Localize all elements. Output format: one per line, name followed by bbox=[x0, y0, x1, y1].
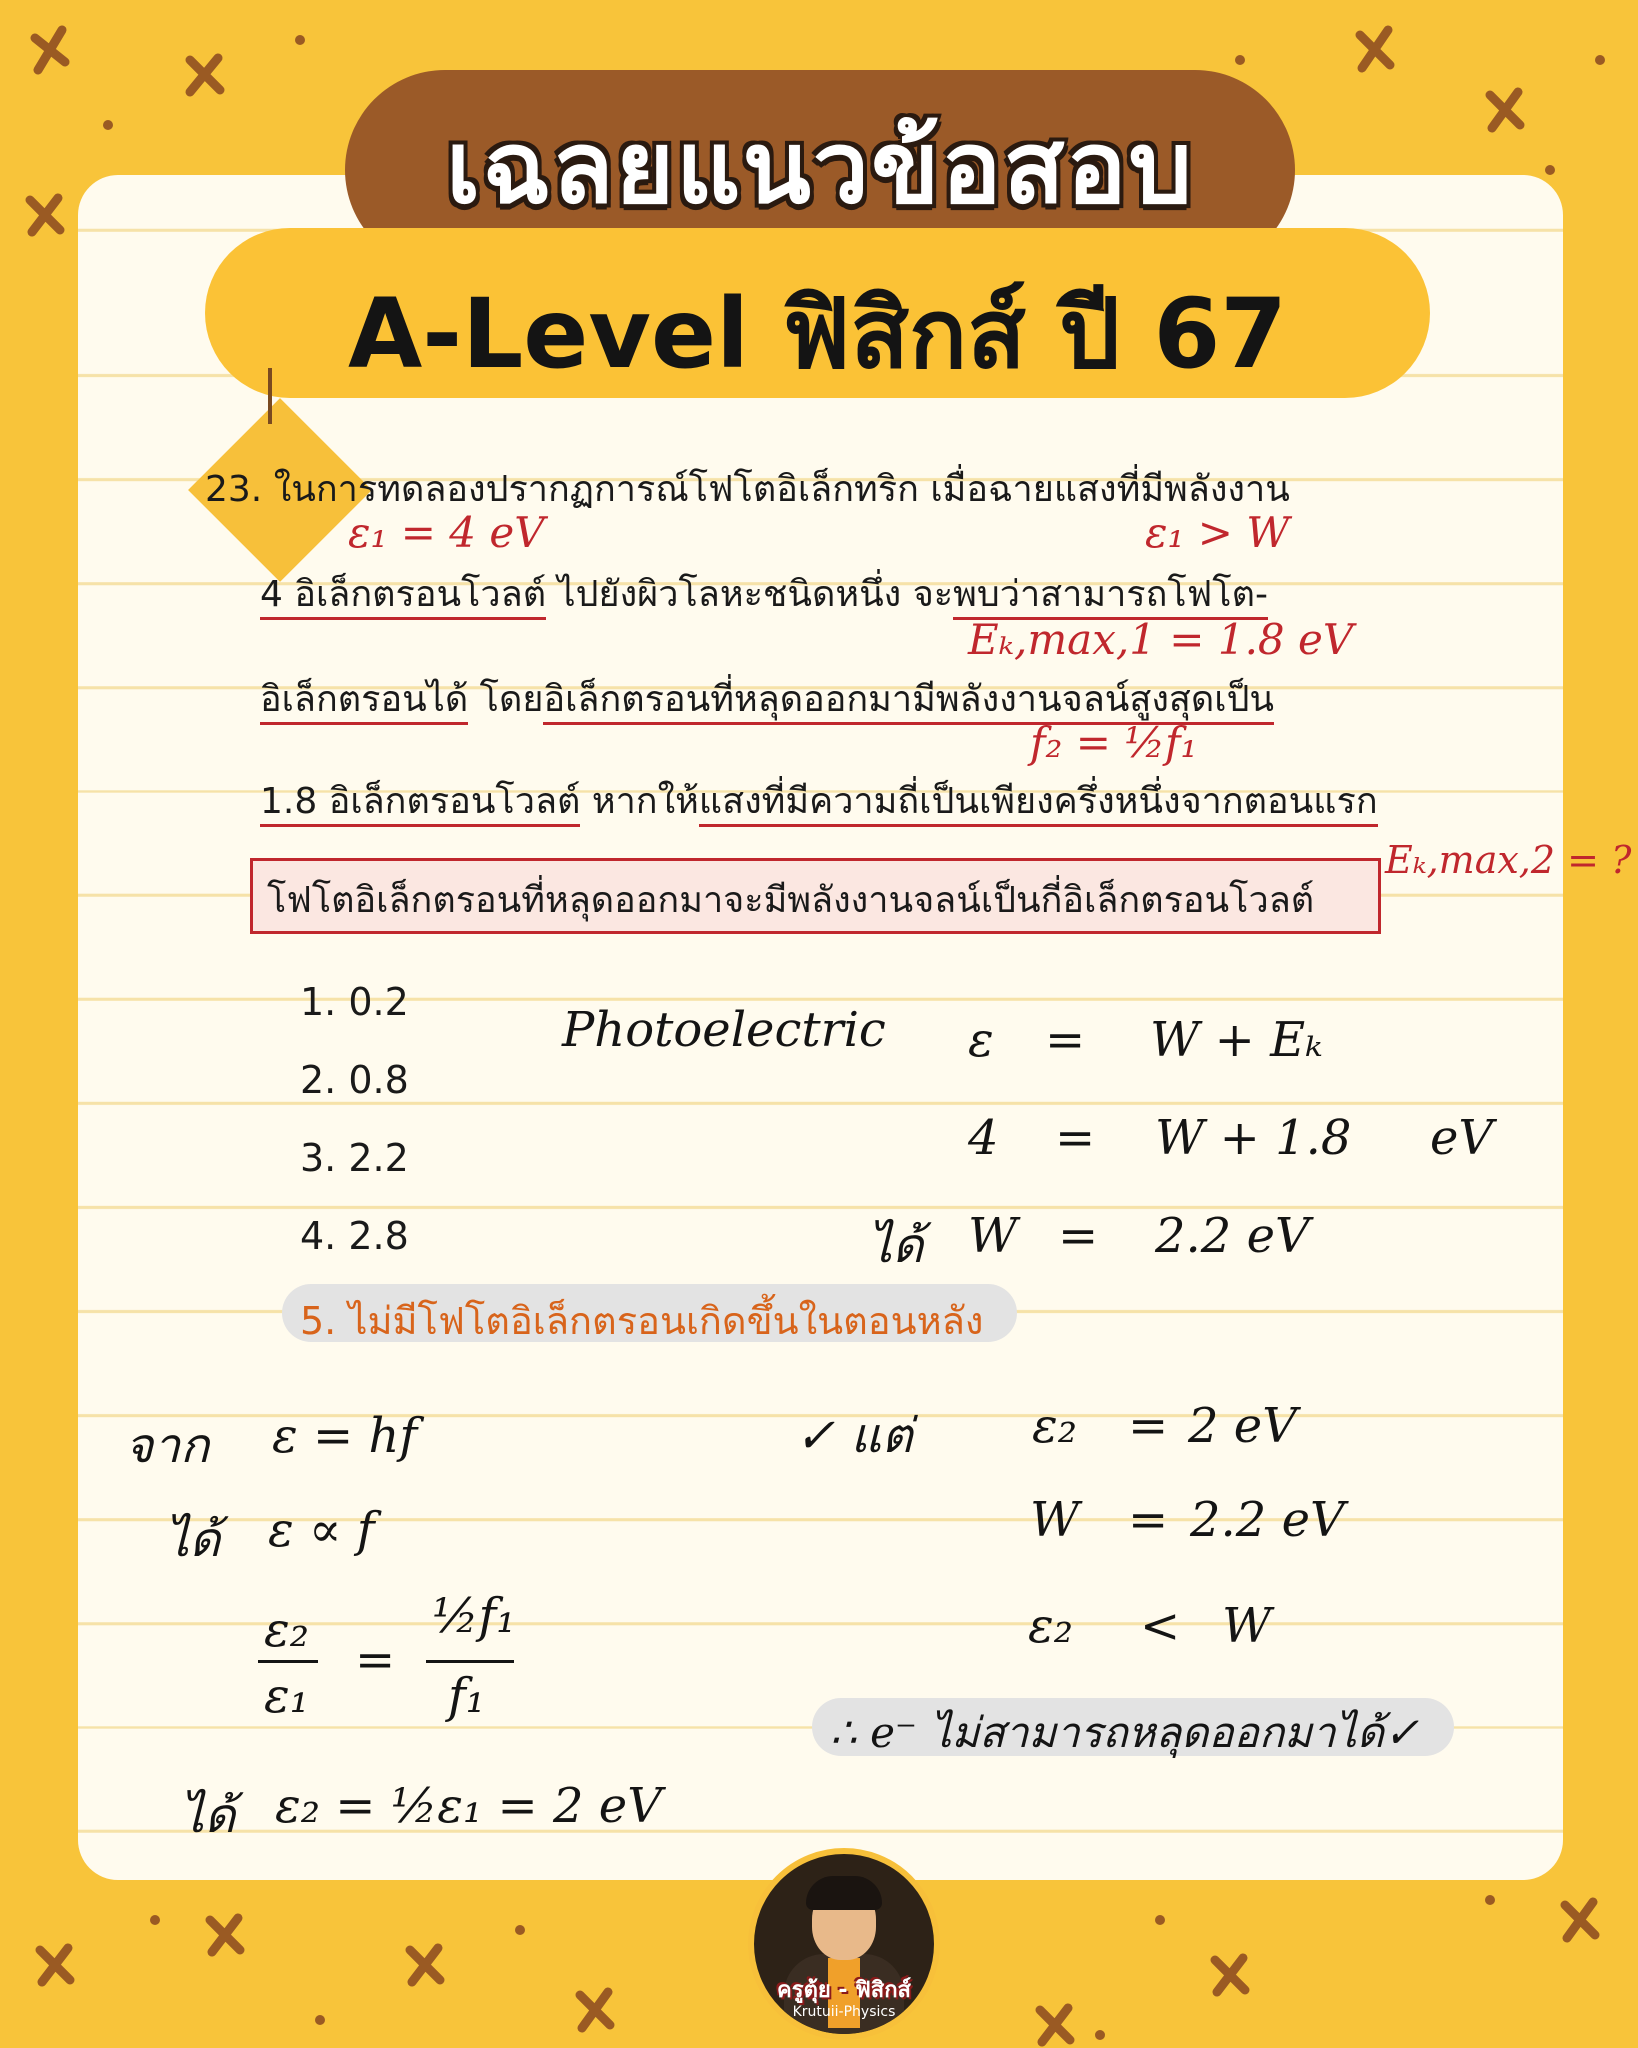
got2-label: ได้ bbox=[180, 1788, 236, 1844]
question-line-2 bbox=[260, 565, 1268, 622]
choice-1[interactable]: 1. 0.2 bbox=[300, 980, 409, 1024]
ratio-op: = bbox=[355, 1632, 396, 1688]
question-line-3-c: อิเล็กตรอนที่หลุดออกมามีพลังงานจลน์สูงสุดเป็น bbox=[543, 679, 1274, 725]
title-top: เฉลยแนวข้อสอบ bbox=[445, 109, 1195, 226]
eq3-left: W bbox=[968, 1208, 1018, 1264]
eq3-prefix: ได้ bbox=[868, 1218, 924, 1274]
annotation-f2: f₂ = ½f₁ bbox=[1030, 718, 1198, 767]
photoelectric-label: Photoelectric bbox=[562, 1002, 886, 1058]
got1-equation: ε ∝ f bbox=[268, 1502, 375, 1558]
got2-equation: ε₂ = ½ε₁ = 2 eV bbox=[275, 1778, 662, 1834]
from-label: จาก bbox=[125, 1418, 210, 1474]
r2-op: = bbox=[1128, 1492, 1169, 1548]
ratio-denominator-left: ε₁ bbox=[264, 1668, 309, 1724]
question-line-1: 23. ในการทดลองปรากฏการณ์โฟโตอิเล็กทริก เมื่อฉายแสงที่มีพลังงาน bbox=[205, 469, 1290, 510]
eq3-op: = bbox=[1058, 1208, 1099, 1264]
ratio-denominator-right: f₁ bbox=[448, 1668, 486, 1724]
r3-left: ε₂ bbox=[1028, 1598, 1073, 1654]
choice-5[interactable]: 5. ไม่มีโฟโตอิเล็กตรอนเกิดขึ้นในตอนหลัง bbox=[300, 1299, 984, 1343]
annotation-e1: ε₁ = 4 eV bbox=[348, 508, 545, 557]
title-bottom: A-Level ฟิสิกส์ ปี 67 bbox=[347, 278, 1288, 390]
annotation-ekmax1: Eₖ,max,1 = 1.8 eV bbox=[968, 615, 1354, 664]
conclusion: ∴ e⁻ ไม่สามารถหลุดออกมาได้✓ bbox=[830, 1708, 1420, 1757]
choice-4[interactable]: 4. 2.8 bbox=[300, 1214, 409, 1258]
question-ask: โฟโตอิเล็กตรอนที่หลุดออกมาจะมีพลังงานจลน์เป็นกี่อิเล็กตรอนโวลต์ bbox=[267, 880, 1315, 921]
question-line-4 bbox=[260, 772, 1378, 829]
question-line-2-c: พบว่าสามารถโฟโต- bbox=[953, 574, 1268, 620]
tag-pin bbox=[268, 368, 272, 424]
r3-right: W bbox=[1222, 1598, 1272, 1654]
annotation-ekmax2: Eₖ,max,2 = ? bbox=[1385, 838, 1632, 882]
eq1-op: = bbox=[1045, 1012, 1086, 1068]
r1-right: 2 eV bbox=[1188, 1398, 1297, 1454]
eq2-op: = bbox=[1055, 1110, 1096, 1166]
eq1-left: ε bbox=[968, 1012, 994, 1068]
r2-left: W bbox=[1030, 1492, 1080, 1548]
brand-avatar bbox=[748, 1848, 940, 2040]
r2-right: 2.2 eV bbox=[1190, 1492, 1345, 1548]
question-line-2-a: 4 อิเล็กตรอนโวลต์ bbox=[260, 574, 546, 620]
question-line-3-a: อิเล็กตรอนได้ bbox=[260, 679, 468, 725]
brand-sub: Krutuii-Physics bbox=[792, 2004, 896, 2020]
r3-op: < bbox=[1140, 1598, 1181, 1654]
ratio-numerator-right: ½f₁ bbox=[432, 1588, 516, 1644]
question-line-4-b: หากให้ bbox=[580, 781, 699, 822]
eq2-right: W + 1.8 bbox=[1155, 1110, 1352, 1166]
but-label: ✓ แต่ bbox=[795, 1408, 913, 1464]
ratio-numerator-left: ε₂ bbox=[264, 1602, 309, 1658]
eq2-unit: eV bbox=[1430, 1110, 1494, 1166]
r1-left: ε₂ bbox=[1032, 1398, 1077, 1454]
question-line-2-b: ไปยังผิวโลหะชนิดหนึ่ง จะ bbox=[546, 574, 954, 615]
from-equation: ε = hf bbox=[272, 1408, 418, 1464]
choice-2[interactable]: 2. 0.8 bbox=[300, 1058, 409, 1102]
r1-op: = bbox=[1128, 1398, 1169, 1454]
eq3-right: 2.2 eV bbox=[1155, 1208, 1310, 1264]
ratio-bar-left bbox=[258, 1660, 318, 1663]
question-line-4-a: 1.8 อิเล็กตรอนโวลต์ bbox=[260, 781, 580, 827]
question-line-4-c: แสงที่มีความถี่เป็นเพียงครึ่งหนึ่งจากตอนแรก bbox=[699, 781, 1378, 827]
avatar-hair bbox=[806, 1876, 882, 1910]
choice-3[interactable]: 3. 2.2 bbox=[300, 1136, 409, 1180]
question-line-3-b: โดย bbox=[468, 679, 544, 720]
got1-label: ได้ bbox=[165, 1512, 221, 1568]
ratio-bar-right bbox=[426, 1660, 514, 1663]
eq2-left: 4 bbox=[968, 1110, 999, 1166]
question-ask-box bbox=[250, 858, 1381, 934]
brand-name: ครูตุ้ย - ฟิสิกส์ bbox=[777, 1978, 911, 2003]
eq1-right: W + Eₖ bbox=[1150, 1012, 1323, 1068]
annotation-e1-gt-w: ε₁ > W bbox=[1145, 508, 1290, 557]
